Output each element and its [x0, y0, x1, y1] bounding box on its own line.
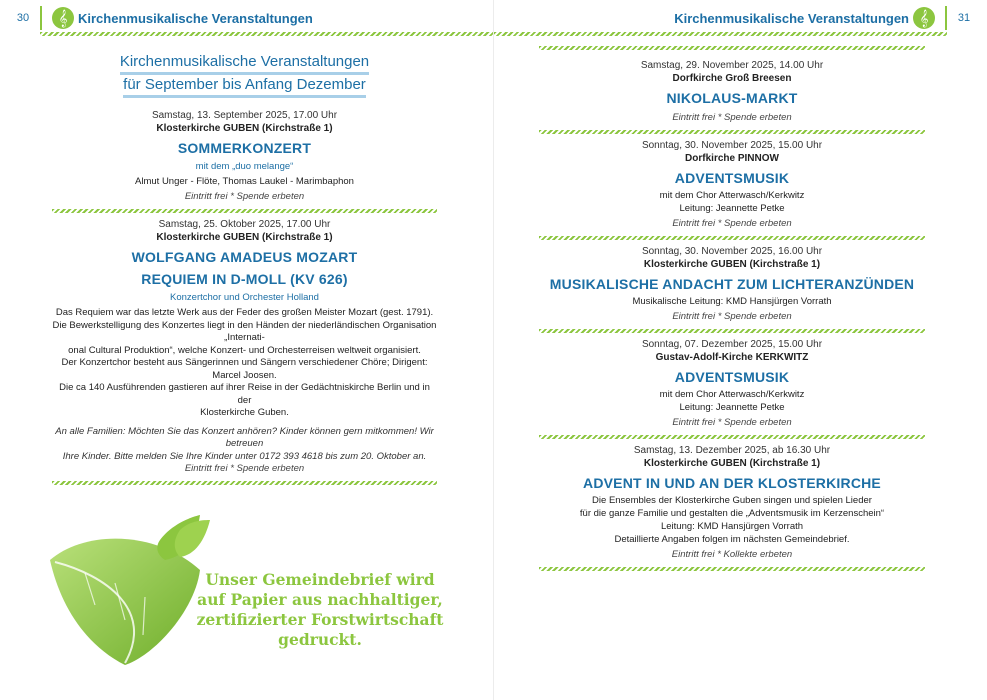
- header-rule: [494, 32, 947, 36]
- event-detail: mit dem Chor Atterwasch/Kerkwitz: [659, 389, 805, 400]
- section-title-line-2: für September bis Anfang Dezember: [123, 75, 366, 98]
- treble-clef-icon: 𝄞: [913, 7, 935, 29]
- print-note: [175, 570, 465, 650]
- section-title-line-1: Kirchenmusikalische Veranstaltungen: [120, 52, 369, 75]
- event-advent-klosterkirche: [539, 439, 925, 567]
- event-date: Sonntag, 07. Dezember 2025, 15.00 Uhr: [641, 339, 823, 350]
- event-separator: [52, 481, 437, 485]
- description-line: Der Konzertchor besteht aus Sängerinnen und Sängern verschiedener Chöre; Dirigent: Marcel Joosen.: [61, 357, 428, 381]
- description-line: Klosterkirche Guben.: [200, 407, 289, 418]
- event-date: Samstag, 13. Dezember 2025, ab 16.30 Uhr: [633, 445, 831, 456]
- event-date: Samstag, 25. Oktober 2025, 17.00 Uhr: [158, 219, 331, 230]
- event-title: ADVENT IN UND AN DER KLOSTERKIRCHE: [583, 475, 881, 491]
- event-detail: mit dem Chor Atterwasch/Kerkwitz: [659, 190, 805, 201]
- event-detail: Leitung: Jeannette Petke: [679, 203, 785, 214]
- event-nikolaus-markt: [539, 50, 925, 130]
- event-sommerkonzert: [52, 104, 437, 209]
- event-detail: Leitung: Jeannette Petke: [679, 402, 785, 413]
- event-entry: Eintritt frei * Spende erbeten: [672, 417, 792, 428]
- header-divider: [945, 6, 947, 30]
- event-adventsmusik-kerkwitz: [539, 333, 925, 435]
- event-detail: Leitung: KMD Hansjürgen Vorrath: [660, 521, 804, 532]
- print-note-line: Unser Gemeindebrief wird: [205, 570, 435, 589]
- event-musikalische-andacht: [539, 240, 925, 329]
- header-title: Kirchenmusikalische Veranstaltungen: [674, 10, 909, 26]
- small-leaf-icon: [157, 515, 210, 560]
- treble-clef-icon: 𝄞: [52, 7, 74, 29]
- note-line: An alle Familien: Möchten Sie das Konzert anhören? Kinder können gern mitkommen! Wir betreuen: [55, 425, 434, 449]
- event-date: Sonntag, 30. November 2025, 16.00 Uhr: [641, 246, 823, 257]
- event-date: Sonntag, 30. November 2025, 15.00 Uhr: [641, 140, 823, 151]
- event-title: SOMMERKONZERT: [177, 140, 312, 156]
- event-date: Samstag, 29. November 2025, 14.00 Uhr: [640, 60, 824, 71]
- event-mozart-requiem: [52, 213, 437, 481]
- event-title-line-1: WOLFGANG AMADEUS MOZART: [131, 249, 358, 265]
- event-title: NIKOLAUS-MARKT: [666, 90, 798, 106]
- description-line: onal Cultural Produktion“, welche Konzert- und Orchesterreisen weltweit organisiert.: [68, 344, 421, 356]
- event-detail: Musikalische Leitung: KMD Hansjürgen Vorrath: [632, 296, 832, 307]
- event-description: [52, 307, 437, 420]
- page-number: 30: [16, 12, 30, 24]
- event-entry: Eintritt frei * Spende erbeten: [184, 191, 305, 202]
- description-line: Die Bewerkstelligung des Konzertes liegt in den Händen der niederländischen Organisation „Internati-: [52, 319, 437, 343]
- page-number: 31: [957, 12, 971, 24]
- print-note-line: auf Papier aus nachhaltiger,: [197, 590, 443, 609]
- print-note-line: zertifizierter Forstwirtschaft gedruckt.: [196, 610, 444, 649]
- event-entry: Eintritt frei * Spende erbeten: [184, 463, 305, 474]
- description-line: Das Requiem war das letzte Werk aus der Feder des großen Meister Mozart (gest. 1791).: [55, 307, 434, 318]
- right-page: [494, 0, 987, 700]
- event-detail: Detaillierte Angaben folgen im nächsten Gemeindebrief.: [614, 534, 850, 545]
- event-detail: für die ganze Familie und gestalten die „Adventsmusik im Kerzenschein“: [579, 508, 885, 519]
- event-entry: Eintritt frei * Spende erbeten: [672, 112, 792, 123]
- header-title: Kirchenmusikalische Veranstaltungen: [78, 10, 313, 26]
- event-title: ADVENTSMUSIK: [674, 170, 790, 186]
- event-subtitle: Konzertchor und Orchester Holland: [170, 292, 319, 303]
- note-line: Ihre Kinder. Bitte melden Sie Ihre Kinder unter 0172 393 4618 bis zum 20. Oktober an.: [62, 450, 427, 462]
- event-family-note: [52, 426, 437, 464]
- header-divider: [40, 6, 42, 30]
- description-line: Die ca 140 Ausführenden gastieren auf ihrer Reise in der Gedächtniskirche Berlin und in der: [59, 382, 430, 406]
- event-title-line-2: REQUIEM IN D-MOLL (KV 626): [141, 271, 348, 287]
- event-title: MUSIKALISCHE ANDACHT ZUM LICHTERANZÜNDEN: [549, 276, 915, 292]
- event-venue: Dorfkirche PINNOW: [685, 153, 779, 164]
- right-column: [539, 46, 925, 571]
- event-entry: Eintritt frei * Spende erbeten: [672, 218, 792, 229]
- left-column: [52, 0, 437, 485]
- section-title: [52, 52, 437, 98]
- event-entry: Eintritt frei * Kollekte erbeten: [671, 549, 793, 560]
- right-header: [674, 4, 975, 32]
- left-page: [0, 0, 493, 700]
- event-venue: Dorfkirche Groß Breesen: [672, 73, 792, 84]
- event-separator: [539, 567, 925, 571]
- event-venue: Klosterkirche GUBEN (Kirchstraße 1): [156, 232, 333, 243]
- event-performers: Almut Unger - Flöte, Thomas Laukel - Marimbaphon: [135, 176, 354, 187]
- event-title: ADVENTSMUSIK: [674, 369, 790, 385]
- event-adventsmusik-pinnow: [539, 134, 925, 236]
- event-venue: Gustav-Adolf-Kirche KERKWITZ: [655, 352, 809, 363]
- event-subtitle: mit dem „duo melange“: [195, 161, 294, 172]
- event-detail: Die Ensembles der Klosterkirche Guben singen und spielen Lieder: [592, 495, 872, 506]
- event-date: Samstag, 13. September 2025, 17.00 Uhr: [151, 110, 338, 121]
- event-venue: Klosterkirche GUBEN (Kirchstraße 1): [643, 458, 821, 469]
- event-venue: Klosterkirche GUBEN (Kirchstraße 1): [156, 123, 333, 134]
- event-entry: Eintritt frei * Spende erbeten: [672, 311, 792, 322]
- event-venue: Klosterkirche GUBEN (Kirchstraße 1): [643, 259, 821, 270]
